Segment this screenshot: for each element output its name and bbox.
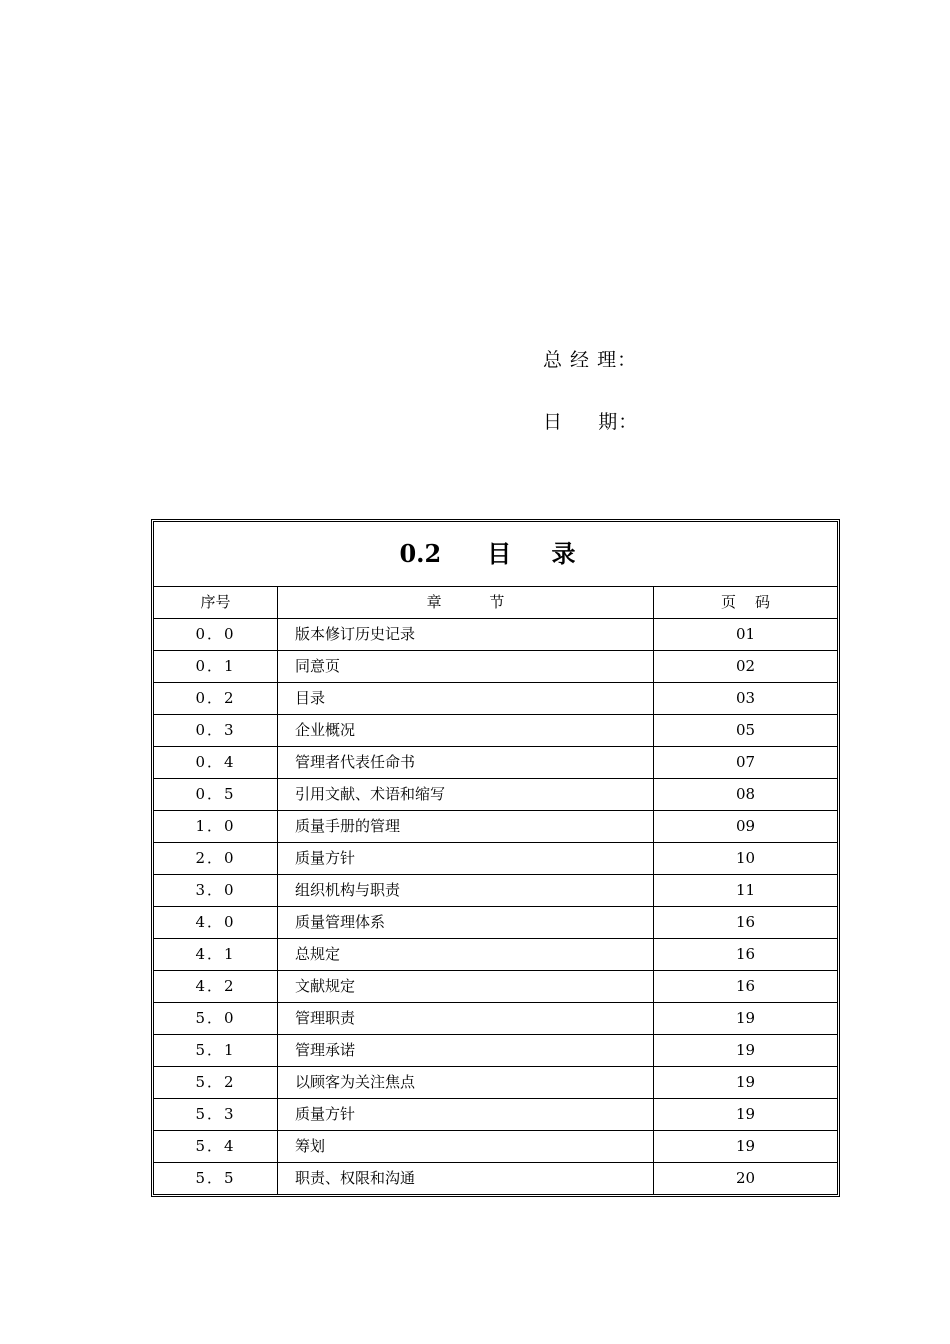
row-number: 4．2 (154, 971, 278, 1003)
row-chapter: 职责、权限和沟通 (278, 1163, 654, 1195)
table-row (154, 619, 838, 651)
table-row (154, 907, 838, 939)
table-row (154, 1131, 838, 1163)
row-page: 20 (654, 1163, 838, 1195)
row-page: 07 (654, 747, 838, 779)
header-page: 页 码 (654, 587, 838, 619)
row-number: 0．0 (154, 619, 278, 651)
row-number: 0．4 (154, 747, 278, 779)
toc-title-row (154, 522, 838, 587)
row-chapter: 目录 (278, 683, 654, 715)
row-page: 05 (654, 715, 838, 747)
row-chapter: 文献规定 (278, 971, 654, 1003)
header-chapter: 章 节 (278, 587, 654, 619)
row-chapter: 质量管理体系 (278, 907, 654, 939)
row-number: 5．1 (154, 1035, 278, 1067)
table-row (154, 1067, 838, 1099)
table-row (154, 843, 838, 875)
row-chapter: 以顾客为关注焦点 (278, 1067, 654, 1099)
table-row (154, 1099, 838, 1131)
table-row (154, 971, 838, 1003)
toc-table (153, 521, 838, 1195)
row-number: 0．2 (154, 683, 278, 715)
row-chapter: 引用文献、术语和缩写 (278, 779, 654, 811)
row-chapter: 企业概况 (278, 715, 654, 747)
toc-title (154, 522, 838, 587)
table-row (154, 1003, 838, 1035)
row-page: 16 (654, 971, 838, 1003)
date-label: 日 期： (543, 411, 639, 433)
row-chapter: 总规定 (278, 939, 654, 971)
row-page: 19 (654, 1131, 838, 1163)
row-page: 19 (654, 1035, 838, 1067)
row-chapter: 质量方针 (278, 843, 654, 875)
row-number: 4．0 (154, 907, 278, 939)
row-number: 5．5 (154, 1163, 278, 1195)
row-number: 5．2 (154, 1067, 278, 1099)
row-page: 01 (654, 619, 838, 651)
row-chapter: 同意页 (278, 651, 654, 683)
row-number: 5．3 (154, 1099, 278, 1131)
row-chapter: 版本修订历史记录 (278, 619, 654, 651)
row-chapter: 筹划 (278, 1131, 654, 1163)
row-chapter: 管理职责 (278, 1003, 654, 1035)
row-chapter: 组织机构与职责 (278, 875, 654, 907)
row-page: 08 (654, 779, 838, 811)
row-chapter: 质量手册的管理 (278, 811, 654, 843)
general-manager-label: 总 经 理： (543, 349, 638, 371)
row-page: 19 (654, 1067, 838, 1099)
table-row (154, 651, 838, 683)
row-number: 0．3 (154, 715, 278, 747)
row-number: 3．0 (154, 875, 278, 907)
row-page: 03 (654, 683, 838, 715)
table-row (154, 1163, 838, 1195)
row-chapter: 管理者代表任命书 (278, 747, 654, 779)
row-number: 2．0 (154, 843, 278, 875)
row-number: 5．4 (154, 1131, 278, 1163)
toc-title-number: 0.2 (399, 539, 442, 568)
row-page: 16 (654, 907, 838, 939)
row-chapter: 管理承诺 (278, 1035, 654, 1067)
row-page: 16 (654, 939, 838, 971)
table-row (154, 811, 838, 843)
row-page: 09 (654, 811, 838, 843)
table-row (154, 939, 838, 971)
row-page: 11 (654, 875, 838, 907)
header-number: 序号 (154, 587, 278, 619)
toc-title-text: 目 录 (487, 539, 592, 568)
table-row (154, 875, 838, 907)
row-page: 19 (654, 1099, 838, 1131)
toc-header-row (154, 587, 838, 619)
table-row (154, 715, 838, 747)
table-row (154, 779, 838, 811)
row-number: 4．1 (154, 939, 278, 971)
row-number: 1．0 (154, 811, 278, 843)
table-of-contents (151, 519, 840, 1197)
row-number: 5．0 (154, 1003, 278, 1035)
row-page: 19 (654, 1003, 838, 1035)
row-number: 0．5 (154, 779, 278, 811)
table-row (154, 747, 838, 779)
table-row (154, 683, 838, 715)
row-page: 02 (654, 651, 838, 683)
table-row (154, 1035, 838, 1067)
row-chapter: 质量方针 (278, 1099, 654, 1131)
row-number: 0．1 (154, 651, 278, 683)
row-page: 10 (654, 843, 838, 875)
